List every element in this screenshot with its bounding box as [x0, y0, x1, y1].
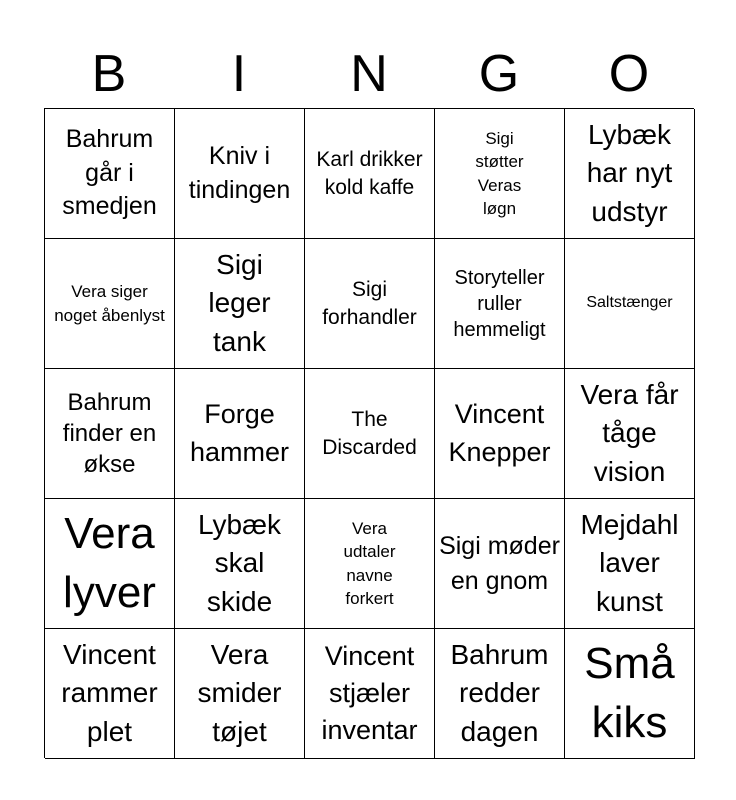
- cell-text: Kniv i tindingen: [188, 141, 291, 204]
- cell-text: Mejdahl laver kunst: [580, 508, 679, 617]
- bingo-board: [44, 108, 694, 758]
- bingo-cell-r3c3[interactable]: [305, 369, 435, 499]
- cell-text: Vincent stjæler inventar: [321, 640, 418, 746]
- bingo-cell-r3c5[interactable]: [565, 369, 695, 499]
- cell-text: Vera lyver: [63, 508, 156, 617]
- cell-text: Vera får tåge vision: [580, 378, 679, 487]
- cell-text: Bahrum går i smedjen: [62, 124, 157, 221]
- cell-text: Sigi møder en gnom: [439, 531, 560, 595]
- bingo-cell-r1c1[interactable]: [45, 109, 175, 239]
- header-letter-i: I: [231, 45, 247, 103]
- cell-text: Sigi leger tank: [208, 248, 271, 357]
- bingo-cell-r2c1[interactable]: [45, 239, 175, 369]
- cell-text: Karl drikker kold kaffe: [316, 148, 423, 199]
- cell-text: Sigi forhandler: [322, 278, 417, 329]
- bingo-cell-r4c2[interactable]: [175, 499, 305, 629]
- bingo-cell-r3c1[interactable]: [45, 369, 175, 499]
- bingo-cell-r1c3[interactable]: [305, 109, 435, 239]
- cell-text: Storyteller ruller hemmeligt: [453, 266, 546, 341]
- bingo-cell-r2c2[interactable]: [175, 239, 305, 369]
- cell-text: Små kiks: [584, 638, 675, 747]
- bingo-cell-r4c1[interactable]: [45, 499, 175, 629]
- bingo-cell-r2c4[interactable]: [435, 239, 565, 369]
- cell-text: Forge hammer: [189, 399, 290, 467]
- bingo-cell-r5c4[interactable]: [435, 629, 565, 759]
- bingo-cell-r2c5[interactable]: [565, 239, 695, 369]
- cell-text: Saltstænger: [586, 294, 673, 312]
- bingo-cell-r5c2[interactable]: [175, 629, 305, 759]
- bingo-cell-r1c4[interactable]: [435, 109, 565, 239]
- bingo-header: [44, 40, 694, 108]
- cell-text: Bahrum finder en økse: [62, 388, 157, 479]
- cell-text: Sigi støtter Veras løgn: [475, 128, 524, 218]
- bingo-cell-r5c1[interactable]: [45, 629, 175, 759]
- header-letter-n: N: [350, 45, 388, 103]
- cell-text: Vincent Knepper: [448, 399, 551, 467]
- cell-text: Vera siger noget åbenlyst: [54, 281, 165, 325]
- cell-text: Bahrum redder dagen: [450, 638, 549, 747]
- cell-text: Vera udtaler navne forkert: [343, 518, 396, 608]
- cell-text: Lybæk skal skide: [197, 508, 281, 617]
- bingo-cell-r1c5[interactable]: [565, 109, 695, 239]
- bingo-cell-r3c4[interactable]: [435, 369, 565, 499]
- cell-text: The Discarded: [322, 408, 417, 459]
- bingo-cell-r3c2[interactable]: [175, 369, 305, 499]
- bingo-cell-r5c5[interactable]: [565, 629, 695, 759]
- bingo-cell-r5c3[interactable]: [305, 629, 435, 759]
- header-letter-b: B: [91, 45, 127, 103]
- header-letter-g: G: [478, 45, 520, 103]
- bingo-cell-r4c4[interactable]: [435, 499, 565, 629]
- cell-text: Lybæk har nyt udstyr: [586, 118, 673, 227]
- bingo-cell-r2c3[interactable]: [305, 239, 435, 369]
- cell-text: Vincent rammer plet: [61, 638, 158, 747]
- bingo-cell-r4c5[interactable]: [565, 499, 695, 629]
- header-letter-o: O: [608, 45, 650, 103]
- bingo-cell-r4c3[interactable]: [305, 499, 435, 629]
- bingo-cell-r1c2[interactable]: [175, 109, 305, 239]
- cell-text: Vera smider tøjet: [197, 638, 282, 747]
